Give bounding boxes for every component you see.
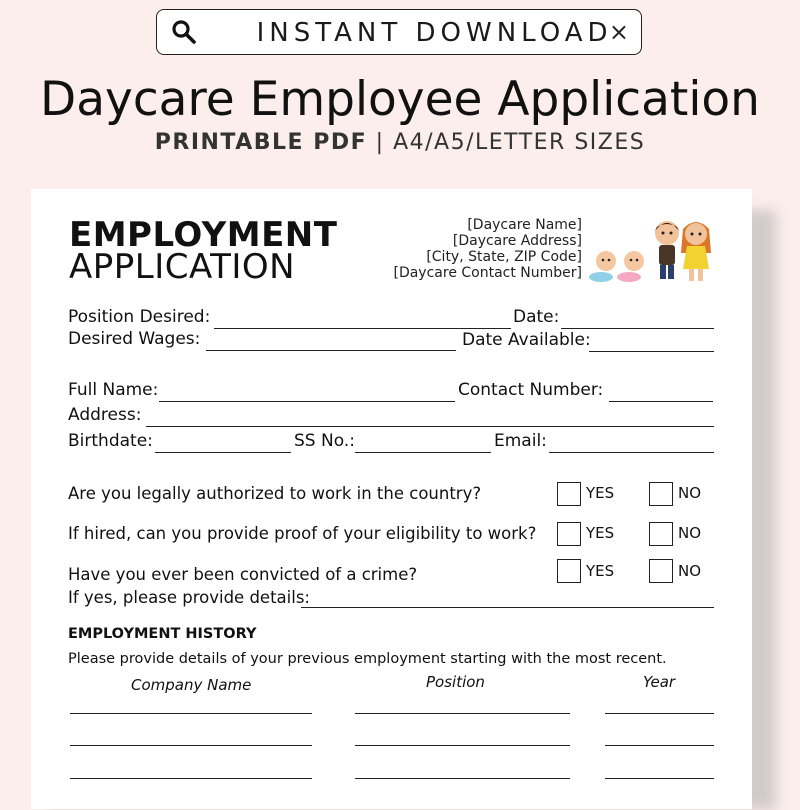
daycare-name: [Daycare Name] xyxy=(467,217,582,233)
email-input[interactable] xyxy=(549,452,714,453)
date-input[interactable] xyxy=(561,328,714,329)
subtitle-sizes: A4/A5/LETTER SIZES xyxy=(393,130,646,155)
wages-label: Desired Wages: xyxy=(68,329,201,349)
column-year: Year xyxy=(643,673,676,691)
contact-number-label: Contact Number: xyxy=(458,380,604,400)
daycare-info xyxy=(393,217,582,281)
employment-history-instructions: Please provide details of your previous employment starting with the most recent. xyxy=(68,651,667,667)
ss-no-input[interactable] xyxy=(355,452,491,453)
daycare-address: [Daycare Address] xyxy=(452,233,582,249)
banner-label: INSTANT DOWNLOAD xyxy=(256,18,613,48)
employment-history-heading: EMPLOYMENT HISTORY xyxy=(68,626,257,642)
history-company-2[interactable] xyxy=(70,745,312,746)
crime-details-input[interactable] xyxy=(301,607,714,608)
form-sheet xyxy=(31,189,752,809)
q1-no-label: NO xyxy=(678,484,702,502)
q1-yes-checkbox[interactable] xyxy=(557,482,581,506)
history-position-3[interactable] xyxy=(355,778,570,779)
daycare-city: [City, State, ZIP Code] xyxy=(426,249,582,265)
q3-yes-label: YES xyxy=(586,562,615,580)
address-label: Address: xyxy=(68,405,142,425)
date-label: Date: xyxy=(513,307,560,327)
subtitle-separator: | xyxy=(375,130,385,155)
question-authorized: Are you legally authorized to work in the country? xyxy=(68,484,482,503)
birthdate-label: Birthdate: xyxy=(68,431,153,451)
column-company: Company Name xyxy=(131,676,252,694)
history-year-2[interactable] xyxy=(605,745,714,746)
position-input[interactable] xyxy=(214,328,511,329)
question-convicted: Have you ever been convicted of a crime? xyxy=(68,565,418,584)
history-year-3[interactable] xyxy=(605,778,714,779)
children-illustration-icon xyxy=(589,219,719,283)
date-available-label: Date Available: xyxy=(462,330,591,350)
address-input[interactable] xyxy=(146,426,714,427)
subtitle xyxy=(0,130,800,155)
column-position: Position xyxy=(426,673,485,691)
daycare-contact: [Daycare Contact Number] xyxy=(393,265,582,281)
form-heading-line1: EMPLOYMENT xyxy=(69,215,338,255)
q2-yes-label: YES xyxy=(586,524,615,542)
question-eligibility: If hired, can you provide proof of your eligibility to work? xyxy=(68,524,537,543)
history-company-1[interactable] xyxy=(70,713,312,714)
q2-yes-checkbox[interactable] xyxy=(557,522,581,546)
full-name-input[interactable] xyxy=(159,401,455,402)
date-available-input[interactable] xyxy=(589,351,714,352)
q3-no-label: NO xyxy=(678,562,702,580)
q1-yes-label: YES xyxy=(586,484,615,502)
q2-no-label: NO xyxy=(678,524,702,542)
history-year-1[interactable] xyxy=(605,713,714,714)
subtitle-bold: PRINTABLE PDF xyxy=(154,130,368,155)
wages-input[interactable] xyxy=(206,350,456,351)
history-company-3[interactable] xyxy=(70,778,312,779)
page-title: Daycare Employee Application xyxy=(40,72,760,127)
contact-number-input[interactable] xyxy=(609,401,713,402)
position-label: Position Desired: xyxy=(68,307,211,327)
q3-yes-checkbox[interactable] xyxy=(557,559,581,583)
history-position-2[interactable] xyxy=(355,745,570,746)
form-heading-line2: APPLICATION xyxy=(69,247,296,287)
q2-no-checkbox[interactable] xyxy=(649,522,673,546)
ss-no-label: SS No.: xyxy=(294,431,355,451)
close-icon: × xyxy=(608,18,629,46)
instant-download-banner xyxy=(156,9,642,55)
q3-no-checkbox[interactable] xyxy=(649,559,673,583)
q1-no-checkbox[interactable] xyxy=(649,482,673,506)
full-name-label: Full Name: xyxy=(68,380,159,400)
search-icon xyxy=(171,19,197,45)
email-label: Email: xyxy=(494,431,547,451)
birthdate-input[interactable] xyxy=(155,452,291,453)
history-position-1[interactable] xyxy=(355,713,570,714)
crime-details-label: If yes, please provide details: xyxy=(68,588,310,607)
